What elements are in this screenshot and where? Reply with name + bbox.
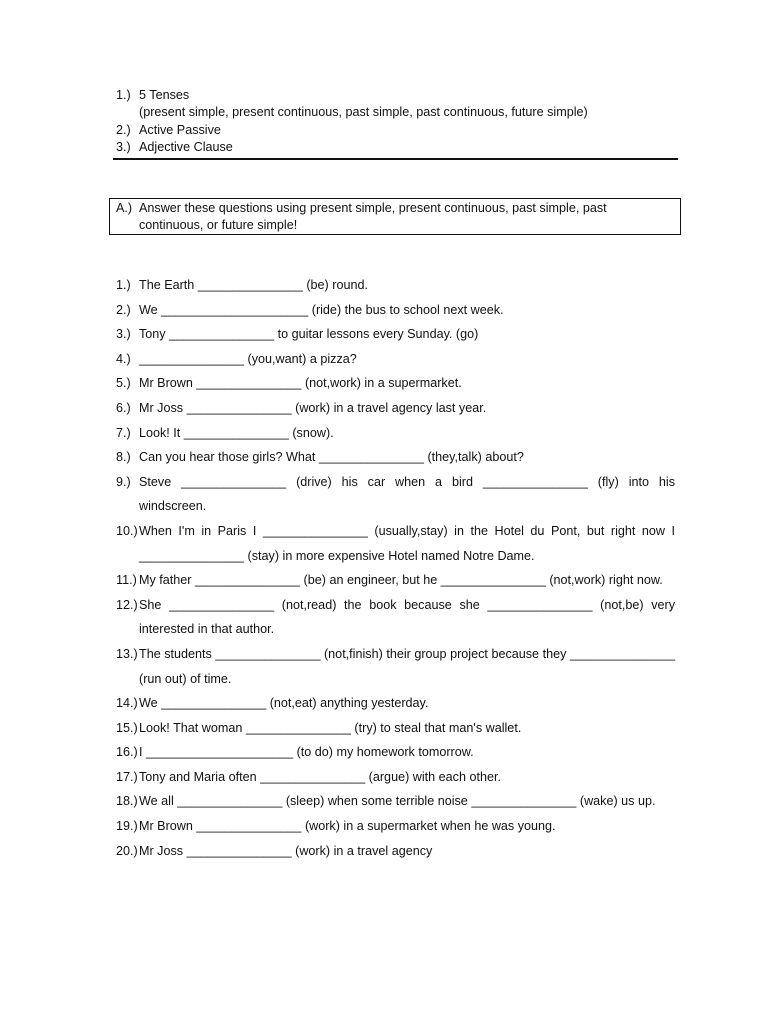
topic-title: Active Passive xyxy=(139,122,221,137)
question-item xyxy=(116,347,675,372)
question-number: 7.) xyxy=(116,425,131,440)
question-text: Tony and Maria often _______________ (argue) with each other. xyxy=(139,769,501,784)
question-item xyxy=(116,445,675,470)
question-text: The students _______________ (not,finish) their group project because they _______________ (run out) of time. xyxy=(139,646,675,686)
topic-item xyxy=(116,87,678,104)
question-item xyxy=(116,789,675,814)
question-text: Tony _______________ to guitar lessons every Sunday. (go) xyxy=(139,327,479,342)
question-number: 8.) xyxy=(116,450,131,465)
question-number: 13.) xyxy=(116,646,138,661)
question-number: 18.) xyxy=(116,794,138,809)
question-item xyxy=(116,322,675,347)
question-text: _______________ (you,want) a pizza? xyxy=(139,351,357,366)
question-item xyxy=(116,765,675,790)
question-text: Mr Brown _______________ (not,work) in a supermarket. xyxy=(139,376,462,391)
question-text: She _______________ (not,read) the book because she _______________ (not,be) very interested in that author. xyxy=(139,597,675,637)
question-number: 16.) xyxy=(116,745,138,760)
question-number: 6.) xyxy=(116,400,131,415)
question-number: 11.) xyxy=(116,573,137,588)
question-number: 2.) xyxy=(116,302,131,317)
question-text: We _____________________ (ride) the bus to school next week. xyxy=(139,302,504,317)
topic-number: 2.) xyxy=(116,122,131,137)
question-item xyxy=(116,839,675,864)
question-number: 4.) xyxy=(116,351,131,366)
question-item xyxy=(116,814,675,839)
question-text: We _______________ (not,eat) anything yesterday. xyxy=(139,696,429,711)
question-item xyxy=(116,642,675,691)
topic-subtitle: (present simple, present continuous, past simple, past continuous, future simple) xyxy=(139,105,588,120)
question-item xyxy=(116,519,675,568)
question-text: My father _______________ (be) an engineer, but he _______________ (not,work) right now. xyxy=(139,573,663,588)
question-item xyxy=(116,470,675,519)
question-text: Mr Joss _______________ (work) in a travel agency xyxy=(139,843,433,858)
topic-title: Adjective Clause xyxy=(139,139,233,154)
question-text: Look! That woman _______________ (try) to steal that man's wallet. xyxy=(139,720,522,735)
question-text: Steve _______________ (drive) his car when a bird _______________ (fly) into his windscreen. xyxy=(139,474,675,514)
instruction-label: A.) xyxy=(116,201,133,215)
question-item xyxy=(116,396,675,421)
topic-title: 5 Tenses xyxy=(139,88,190,102)
question-number: 17.) xyxy=(116,769,138,784)
question-item xyxy=(116,568,675,593)
question-number: 9.) xyxy=(116,474,131,489)
question-item xyxy=(116,421,675,446)
question-text: Look! It _______________ (snow). xyxy=(139,425,334,440)
question-number: 1.) xyxy=(116,278,131,292)
question-item xyxy=(116,716,675,741)
topic-item xyxy=(116,122,678,139)
question-item xyxy=(116,371,675,396)
question-text: We all _______________ (sleep) when some terrible noise _______________ (wake) us up. xyxy=(139,794,656,809)
question-item xyxy=(116,273,675,298)
topic-number: 1.) xyxy=(116,88,131,102)
question-text: The Earth _______________ (be) round. xyxy=(139,278,368,292)
question-text: Can you hear those girls? What _______________ (they,talk) about? xyxy=(139,450,524,465)
question-item xyxy=(116,740,675,765)
instruction-box xyxy=(109,198,681,235)
questions-list xyxy=(116,273,675,863)
divider-line xyxy=(113,158,678,160)
question-number: 5.) xyxy=(116,376,131,391)
question-text: Mr Joss _______________ (work) in a travel agency last year. xyxy=(139,400,487,415)
question-number: 3.) xyxy=(116,327,131,342)
question-number: 14.) xyxy=(116,696,138,711)
question-number: 10.) xyxy=(116,523,138,538)
topics-list xyxy=(116,87,678,156)
topic-item xyxy=(116,139,678,156)
question-text: I _____________________ (to do) my homework tomorrow. xyxy=(139,745,474,760)
question-number: 19.) xyxy=(116,819,138,834)
question-item xyxy=(116,298,675,323)
topic-number: 3.) xyxy=(116,139,131,154)
instruction-text: Answer these questions using present simple, present continuous, past simple, past continuous, or future simple! xyxy=(139,201,607,232)
question-number: 12.) xyxy=(116,597,138,612)
question-item xyxy=(116,593,675,642)
question-number: 15.) xyxy=(116,720,138,735)
question-text: When I'm in Paris I _______________ (usually,stay) in the Hotel du Pont, but right now I _______________ (stay) in more expensive Hotel named Notre Dame. xyxy=(139,523,675,563)
question-text: Mr Brown _______________ (work) in a supermarket when he was young. xyxy=(139,819,556,834)
question-item xyxy=(116,691,675,716)
question-number: 20.) xyxy=(116,843,138,858)
